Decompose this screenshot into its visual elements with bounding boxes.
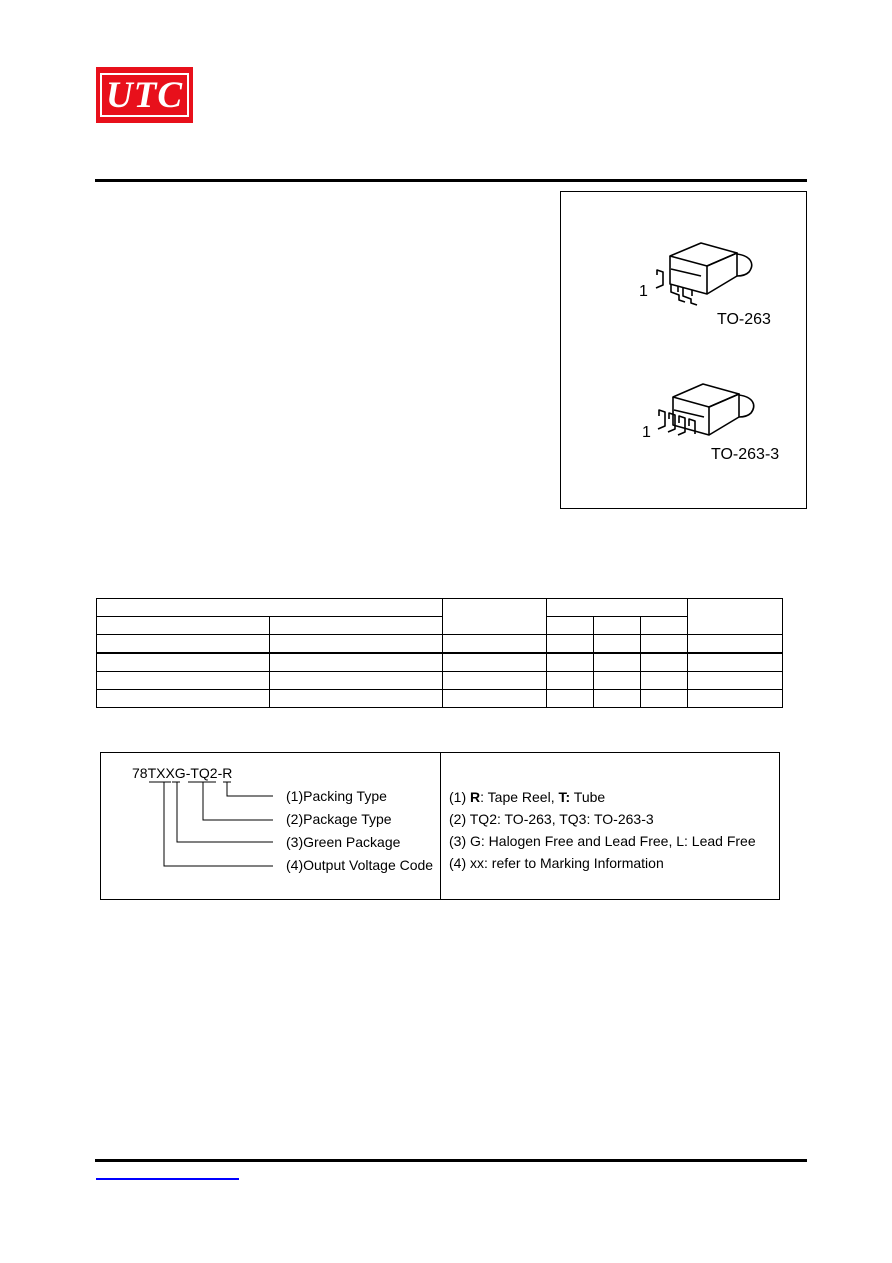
table-cell xyxy=(443,672,547,690)
table-cell xyxy=(443,690,547,708)
table-cell xyxy=(688,672,783,690)
pin1-label-to263-3: 1 xyxy=(642,424,651,441)
table-cell xyxy=(594,653,641,672)
desc-text: Tube xyxy=(570,789,606,805)
table-cell xyxy=(270,635,443,654)
table-row xyxy=(97,690,783,708)
table-cell xyxy=(547,653,594,672)
logo-frame xyxy=(100,73,189,117)
pin1-label-to263: 1 xyxy=(639,283,648,300)
table-cell xyxy=(97,672,270,690)
table-cell xyxy=(641,672,688,690)
table-cell xyxy=(688,599,783,635)
table-cell xyxy=(443,653,547,672)
callout-package-type: (2)Package Type xyxy=(286,811,392,827)
table-cell xyxy=(443,635,547,654)
package-label-to263-3: TO-263-3 xyxy=(711,446,780,463)
desc-prefix: (3) xyxy=(449,833,470,849)
footer-rule xyxy=(95,1159,807,1162)
callout-green-package: (3)Green Package xyxy=(286,834,401,850)
table-cell xyxy=(97,653,270,672)
table-cell xyxy=(594,690,641,708)
spec-table xyxy=(96,598,783,708)
desc-prefix: (1) xyxy=(449,789,470,805)
desc-text: TQ2: TO-263, TQ3: TO-263-3 xyxy=(469,811,654,827)
logo-text: UTC xyxy=(106,74,183,116)
table-cell xyxy=(641,617,688,635)
desc-green-package xyxy=(449,833,756,849)
table-cell xyxy=(594,635,641,654)
desc-text: G: Halogen Free and Lead Free, L: Lead Free xyxy=(470,833,756,849)
table-cell xyxy=(97,690,270,708)
footer-website-link[interactable] xyxy=(96,1178,239,1180)
table-cell xyxy=(97,635,270,654)
part-number-example: 78TXXG-TQ2-R xyxy=(132,765,233,781)
table-cell xyxy=(270,617,443,635)
desc-bold: T: xyxy=(558,789,571,805)
package-label-to263: TO-263 xyxy=(717,311,771,328)
desc-text: xx: refer to Marking Information xyxy=(470,855,664,871)
table-cell xyxy=(688,635,783,654)
desc-output-voltage xyxy=(449,855,664,871)
table-cell xyxy=(547,690,594,708)
table-row xyxy=(97,617,783,635)
table-cell xyxy=(641,653,688,672)
package-figure xyxy=(560,191,807,509)
table-cell xyxy=(547,617,594,635)
header-rule xyxy=(95,179,807,182)
ordering-info-box xyxy=(100,752,780,900)
desc-package-type xyxy=(449,811,654,827)
table-row xyxy=(97,653,783,672)
table-cell xyxy=(270,690,443,708)
table-cell xyxy=(688,653,783,672)
table-cell xyxy=(97,599,443,617)
table-row xyxy=(97,672,783,690)
table-cell xyxy=(547,672,594,690)
desc-prefix: (2) xyxy=(449,811,470,827)
ordering-divider xyxy=(440,753,441,899)
utc-logo xyxy=(96,67,193,123)
table-cell xyxy=(594,617,641,635)
table-cell xyxy=(547,635,594,654)
table-cell xyxy=(443,599,547,635)
desc-text: : Tape Reel, xyxy=(480,789,559,805)
desc-prefix: (4) xyxy=(449,855,470,871)
table-cell xyxy=(270,653,443,672)
table-cell xyxy=(97,617,270,635)
callout-output-voltage-code: (4)Output Voltage Code xyxy=(286,857,434,873)
table-cell xyxy=(270,672,443,690)
table-row xyxy=(97,599,783,617)
table-row xyxy=(97,635,783,654)
table-cell xyxy=(688,690,783,708)
desc-packing-type xyxy=(449,789,605,805)
table-cell xyxy=(641,690,688,708)
callout-packing-type: (1)Packing Type xyxy=(286,788,387,804)
desc-bold: R xyxy=(470,789,481,805)
table-cell xyxy=(641,635,688,654)
table-cell xyxy=(547,599,688,617)
table-cell xyxy=(594,672,641,690)
